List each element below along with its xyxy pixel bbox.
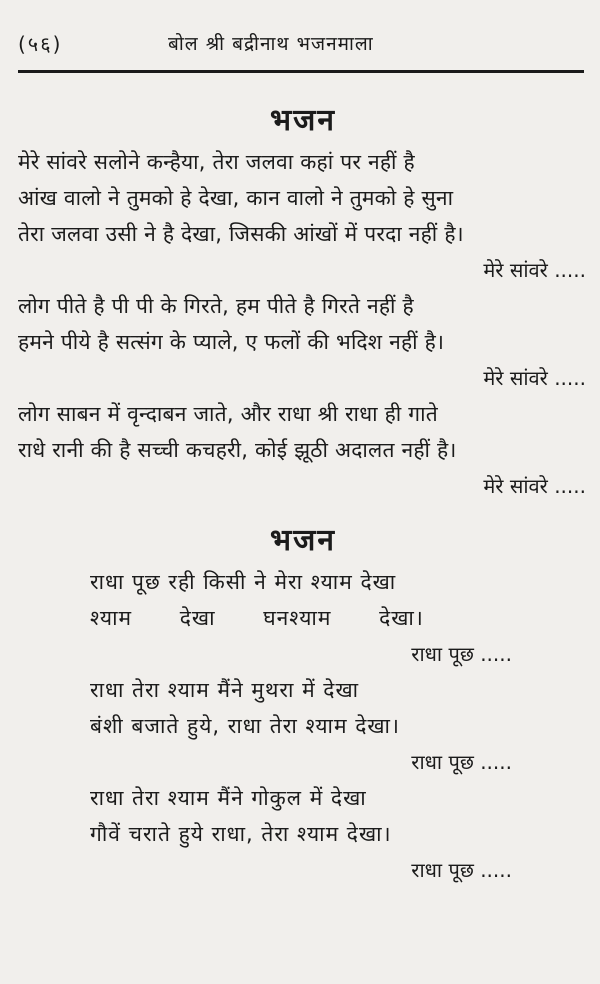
verse-line: राधा तेरा श्याम मैंने मुथरा में देखा [90,678,360,702]
verse-line: राधे रानी की है सच्ची कचहरी, कोई झूठी अदालत नहीं है। [18,438,457,462]
verse-line: आंख वालो ने तुमको हे देखा, कान वालो ने तुमको हे सुना [18,186,454,210]
verse-line: राधा पूछ रही किसी ने मेरा श्याम देखा [90,570,397,594]
refrain-line: मेरे सांवरे ..... [483,366,586,390]
verse-line: लोग पीते है पी पी के गिरते, हम पीते है गिरते नहीं है [18,294,414,318]
refrain-line: राधा पूछ ..... [411,858,512,882]
verse-line: मेरे सांवरे सलोने कन्हैया, तेरा जलवा कहां पर नहीं है [18,150,415,174]
verse-line: श्याम देखा घनश्याम देखा। [90,606,424,630]
verse-line: बंशी बजाते हुये, राधा तेरा श्याम देखा। [90,714,400,738]
verse-line: हमने पीये है सत्संग के प्याले, ए फलों की भदिश नहीं है। [18,330,445,354]
bhajan-section-2 [18,518,588,888]
refrain-line: राधा पूछ ..... [411,750,512,774]
verse-line: तेरा जलवा उसी ने है देखा, जिसकी आंखों में परदा नहीं है। [18,222,464,246]
refrain-line: राधा पूछ ..... [411,642,512,666]
verse-line: लोग साबन में वृन्दाबन जाते, और राधा श्री राधा ही गाते [18,402,438,426]
refrain-line: मेरे सांवरे ..... [483,474,586,498]
book-title: बोल श्री बद्रीनाथ भजनमाला [168,33,374,55]
bhajan-section-1 [18,98,588,504]
verse-line: गौवें चराते हुये राधा, तेरा श्याम देखा। [90,822,392,846]
bhajan-heading: भजन [270,103,336,138]
header-rule [18,70,584,73]
page-header [18,0,588,58]
page-number: (५६) [18,32,63,56]
bhajan-heading: भजन [270,523,336,558]
refrain-line: मेरे सांवरे ..... [483,258,586,282]
verse-line: राधा तेरा श्याम मैंने गोकुल में देखा [90,786,367,810]
